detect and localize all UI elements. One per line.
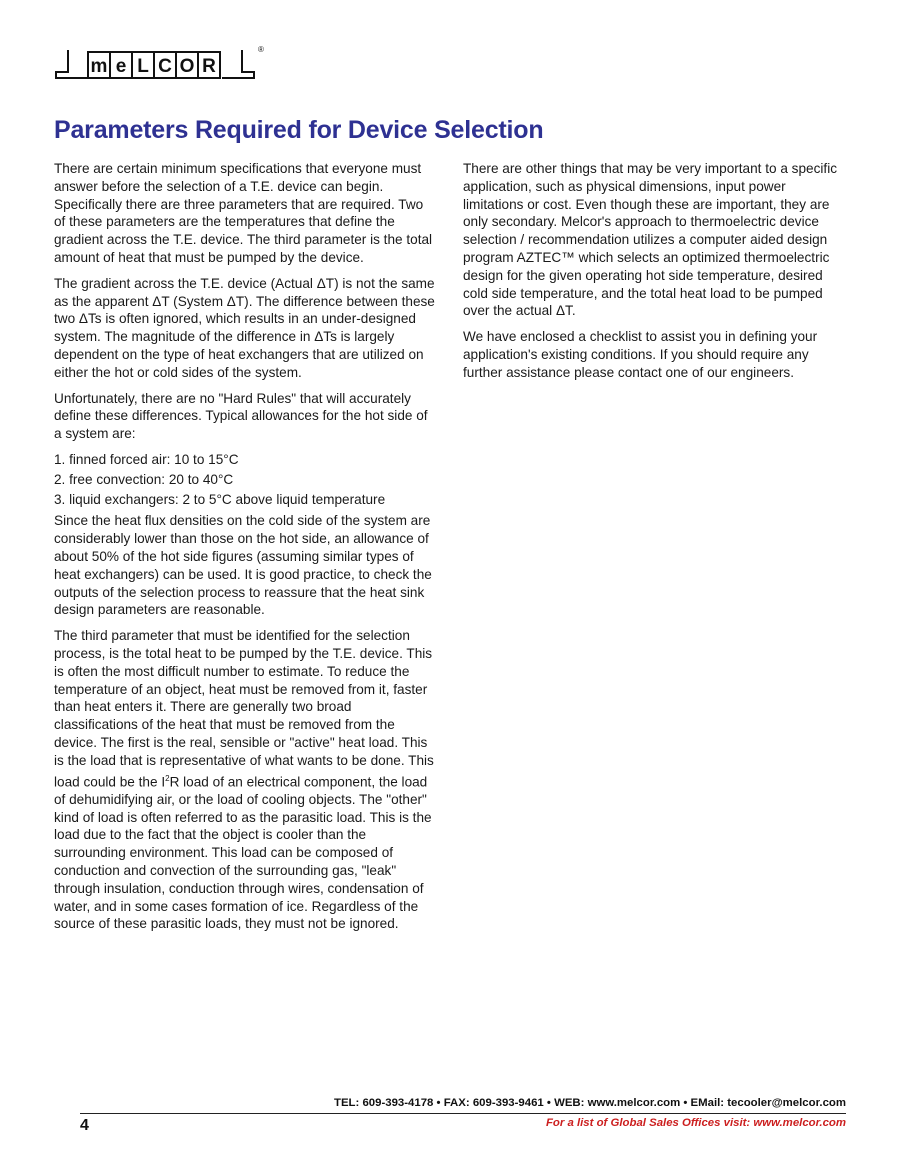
paragraph-gradient: The gradient across the T.E. device (Actual ΔT) is not the same as the apparent ΔT (System ΔT). The difference between these two ΔTs is often ignored, which results in an under-designed system. The magnitude of the difference in ΔTs is largely dependent on the type of heat exchangers that are utilized on either the hot or cold sides of the system. xyxy=(54,275,435,380)
left-column xyxy=(54,160,437,941)
text-segment: R load of an electrical component, the load of dehumidifying air, or the load of cooling objects. The "other" kind of load is often referred to as the parasitic load. This is the load due to the fact that the object is cooler than the surrounding environment. This load can be composed of conduction and convection of the surrounding gas, "leak" through insulation, conduction through wires, condensation of water, and in some cases formation of ice. Regardless of the source of these parasitic loads, they must not be ignored. xyxy=(54,774,432,932)
allowance-list xyxy=(54,451,437,508)
logo-letter-4: C xyxy=(158,56,172,77)
list-item: 3. liquid exchangers: 2 to 5°C above liquid temperature xyxy=(54,491,386,507)
superscript: 2 xyxy=(165,773,170,783)
paragraph-third-parameter xyxy=(54,627,437,933)
melcor-logo xyxy=(52,40,267,96)
logo-letter-3: L xyxy=(137,56,149,77)
page-title: Parameters Required for Device Selection xyxy=(54,116,544,144)
footer-divider xyxy=(80,1113,846,1114)
registered-mark: ® xyxy=(258,45,264,54)
logo-letter-5: O xyxy=(179,56,195,77)
footer-contact: TEL: 609-393-4178 • FAX: 609-393-9461 • WEB: www.melcor.com • EMail: tecooler@melcor.com xyxy=(333,1097,846,1109)
text-segment: The third parameter that must be identified for the selection process, is the total heat to be pumped by the T.E. device. This is often the most difficult number to estimate. To reduce the temperature of an object, heat must be removed from it, faster than heat enters it. There are generally two broad classifications of the heat that must be removed from the device. The first is the real, sensible or "active" heat load. This is the load that is representative of what wants to be done. This load could be the I xyxy=(54,628,434,790)
paragraph-checklist: We have enclosed a checklist to assist you in defining your application's existing conditions. If you should require any further assistance please contact one of our engineers. xyxy=(463,329,818,380)
list-item: 2. free convection: 20 to 40°C xyxy=(54,471,234,487)
right-column xyxy=(463,160,846,390)
paragraph-hard-rules: Unfortunately, there are no "Hard Rules" that will accurately define these differences. Typical allowances for the hot side of a system are: xyxy=(54,390,428,442)
paragraph-cold-side: Since the heat flux densities on the cold side of the system are considerably lower than those on the hot side, an allowance of about 50% of the hot side figures (assuming similar types of heat exchangers) can be used. It is good practice, to check the outputs of the selection process to reassure that the heat sink design parameters are reasonable. xyxy=(54,513,432,618)
logo-letter-1: m xyxy=(90,56,108,77)
footer-offices-link[interactable]: For a list of Global Sales Offices visit: www.melcor.com xyxy=(545,1117,846,1129)
page-number: 4 xyxy=(80,1117,89,1134)
list-item: 1. finned forced air: 10 to 15°C xyxy=(54,451,239,467)
logo-letter-6: R xyxy=(202,56,216,77)
paragraph-other-things: There are other things that may be very important to a specific application, such as physical dimensions, input power limitations or cost. Even though these are important, they are only secondary. Melcor's approach to thermoelectric device selection / recommendation utilizes a computer aided design program AZTEC™ which selects an optimized thermoelectric design for the given operating hot side temperature, desired cold side temperature, and the total heat load to be pumped over the actual ΔT. xyxy=(463,161,838,319)
logo-letter-2: e xyxy=(115,56,127,77)
paragraph-minimum-specs: There are certain minimum specifications that everyone must answer before the selection of a T.E. device can begin. Specifically there are three parameters that are required. Two of these parameters are the temperatures that define the gradient across the T.E. device. The third parameter is the total amount of heat that must be pumped by the device. xyxy=(54,161,433,265)
